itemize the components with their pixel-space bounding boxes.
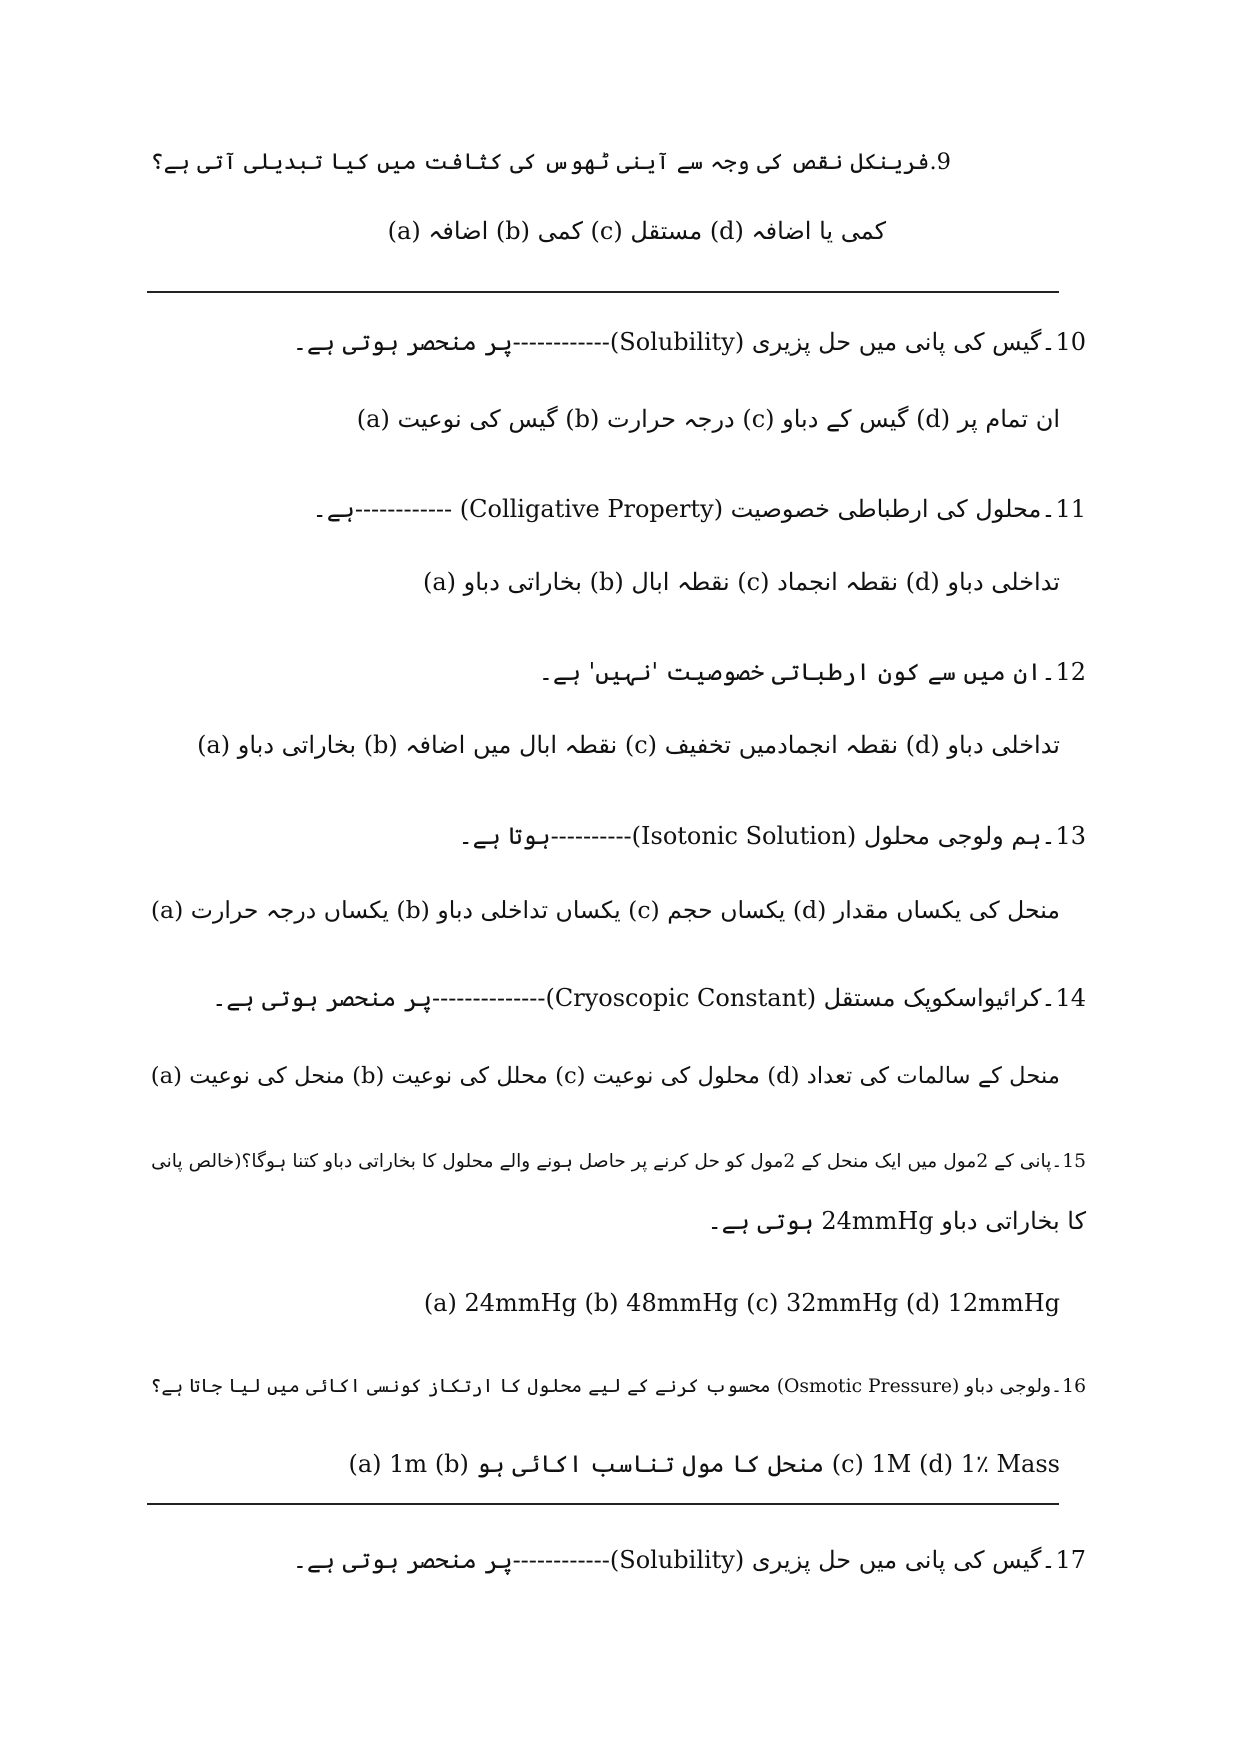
question-10-text: 10۔گیس کی پانی میں حل پزیری (Solubility)------------پر منحصر ہوتی ہے۔ <box>292 328 1086 356</box>
question-14-text: 14۔کرائیواسکوپک مستقل (Cryoscopic Constant)--------------پر منحصر ہوتی ہے۔ <box>212 984 1086 1012</box>
question-11-text: 11۔محلول کی ارطباطی خصوصیت (Colligative Property) ------------ہے۔ <box>312 495 1086 523</box>
question-14-options: (a) منحل کی نوعیت (b) محلل کی نوعیت (c) محلول کی نوعیت (d) منحل کے سالمات کی تعداد <box>150 1063 1060 1089</box>
question-13-text: 13۔ہم ولوجی محلول (Isotonic Solution)----------ہوتا ہے۔ <box>458 822 1086 850</box>
question-15-options: (a) 24mmHg (b) 48mmHg (c) 32mmHg (d) 12mmHg <box>423 1289 1060 1317</box>
question-12-text: 12۔ان میں سے کون ارطباتی خصوصیت 'نہیں' ہے۔ <box>538 658 1086 686</box>
question-13-options: (a) یکساں درجہ حرارت (b) یکساں تداخلی دباو (c) یکساں حجم (d) منحل کی یکساں مقدار <box>150 896 1060 924</box>
question-15-text: 15۔پانی کے 2مول میں ایک منحل کے 2مول کو حل کرنے پر حاصل ہونے والے محلول کا بخاراتی دباو کتنا ہوگا؟(خالص پانی <box>151 1151 1086 1172</box>
question-12-options: (a) بخاراتی دباو (b) نقطہ ابال میں اضافہ (c) نقطہ انجمادمیں تخفیف (d) تداخلی دباو <box>197 731 1060 759</box>
question-16-text: 16۔ولوجی دباو (Osmotic Pressure) محسوب کرنے کے لیے محلول کا ارتکاز کونسی اکائی میں لیا جاتا ہے؟ <box>150 1376 1086 1397</box>
question-15-text-cont: کا بخاراتی دباو 24mmHg ہوتی ہے۔ <box>707 1207 1086 1235</box>
divider-bottom <box>147 1503 1059 1505</box>
question-9-text: 9.فرینکل نقص کی وجہ سے آینی ٹھوس کی کثافت میں کیا تبدیلی آتی ہے؟ <box>150 149 951 175</box>
question-16-options: (a) 1m (b) منحل کا مول تناسب اکائی ہو (c) 1M (d) 1٪ Mass <box>348 1450 1060 1478</box>
question-10-options: (a) گیس کی نوعیت (b) درجہ حرارت (c) گیس کے دباو (d) ان تمام پر <box>356 405 1060 433</box>
question-9-options: (a) اضافہ (b) کمی (c) مستقل (d) کمی یا اضافہ <box>387 217 886 245</box>
question-11-options: (a) بخاراتی دباو (b) نقطہ ابال (c) نقطہ انجماد (d) تداخلی دباو <box>422 568 1060 596</box>
divider-top <box>147 291 1059 293</box>
question-17-text: 17۔گیس کی پانی میں حل پزیری (Solubility)------------پر منحصر ہوتی ہے۔ <box>292 1546 1086 1574</box>
